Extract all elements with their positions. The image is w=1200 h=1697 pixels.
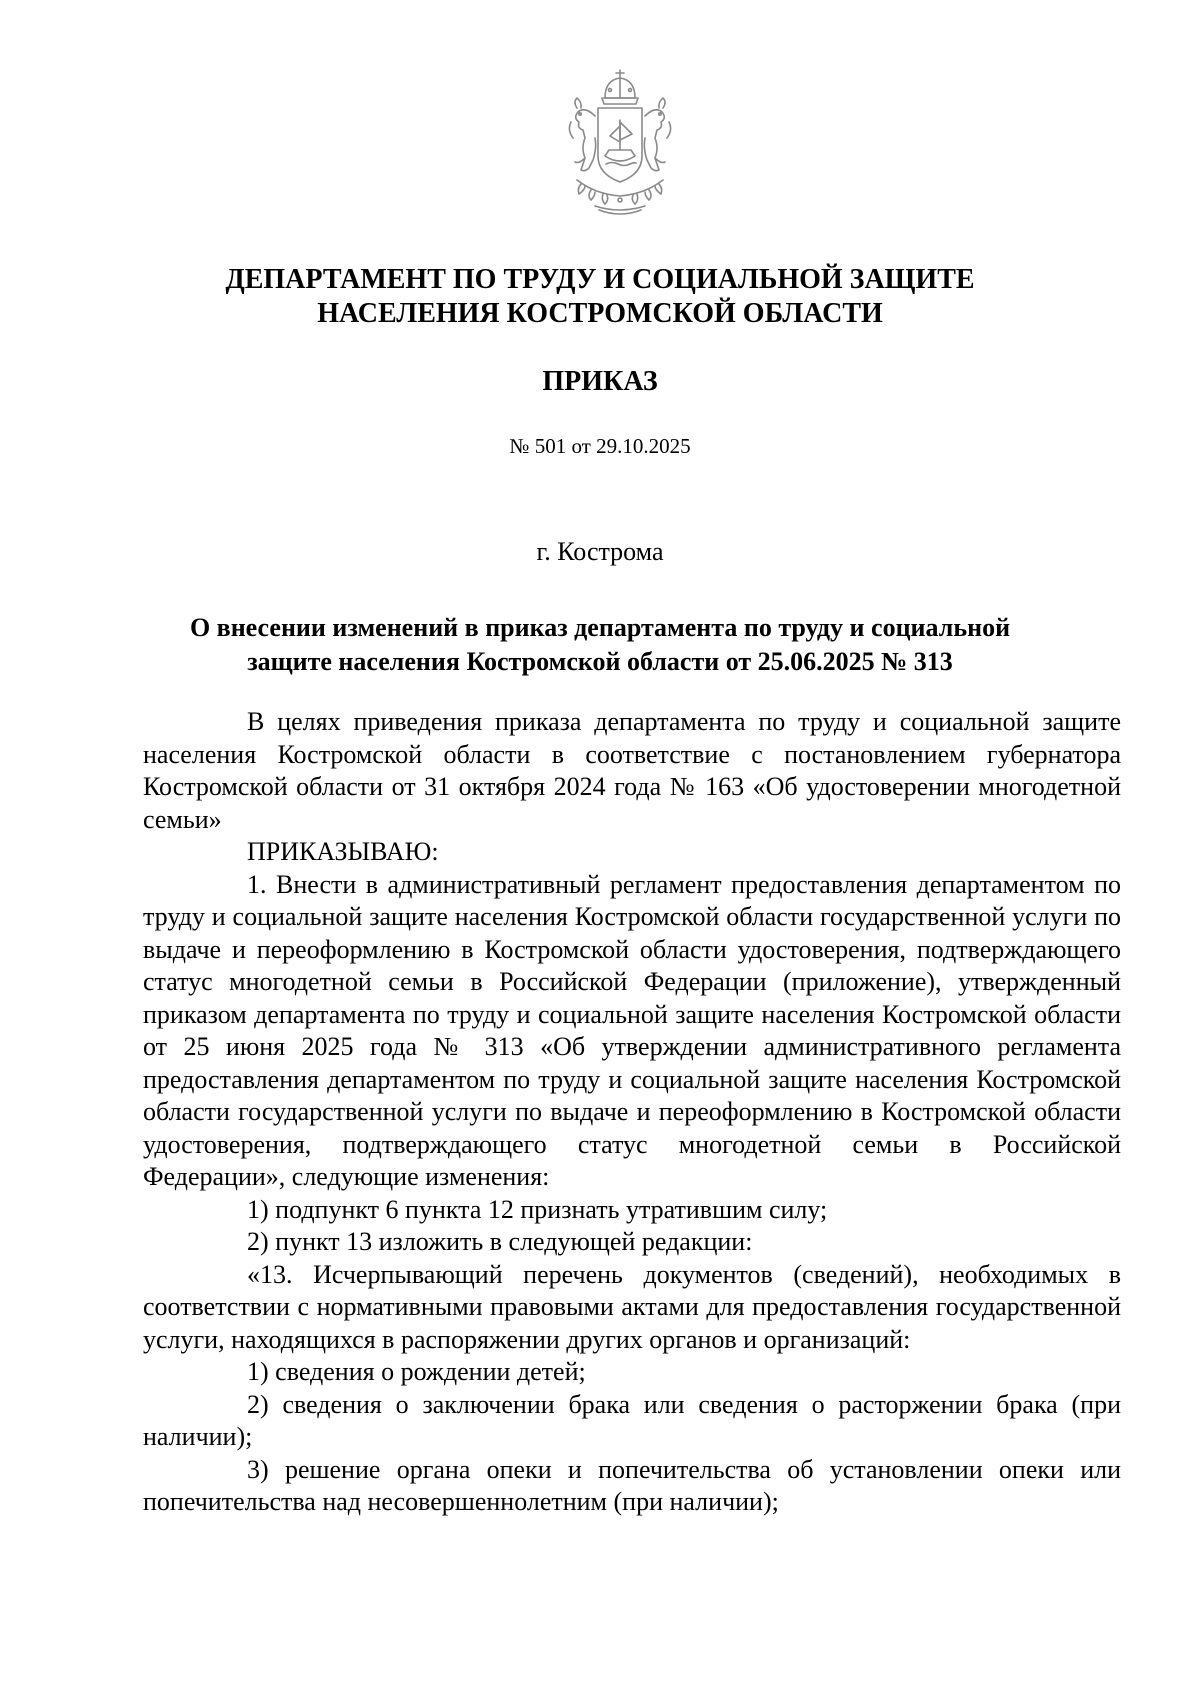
body-paragraph-subitem-1: 1) подпункт 6 пункта 12 признать утратившим силу; (247, 1194, 828, 1224)
body-paragraph-order-word: ПРИКАЗЫВАЮ: (247, 837, 439, 866)
body-paragraph-list-1: 1) сведения о рождении детей; (247, 1357, 586, 1386)
order-body (143, 706, 1121, 1519)
department-name-line2: НАСЕЛЕНИЯ КОСТРОМСКОЙ ОБЛАСТИ (317, 298, 883, 329)
document-type-title: ПРИКАЗ (542, 366, 658, 397)
department-name-line1: ДЕПАРТАМЕНТ ПО ТРУДУ И СОЦИАЛЬНОЙ ЗАЩИТЕ (225, 264, 975, 295)
city-name: г. Кострома (536, 537, 664, 566)
order-subject (0, 611, 1200, 679)
body-paragraph-list-3: 3) решение органа опеки и попечительства об установлении опеки или попечительства над несовершеннолетним (при наличии); (143, 1454, 1121, 1516)
department-name (0, 263, 1200, 331)
body-paragraph-point-13: «13. Исчерпывающий перечень документов (сведений), необходимых в соответствии с нормативными правовыми актами для предоставления государственной услуги, находящихся в распоряжении других органов и организаций: (143, 1259, 1121, 1354)
order-subject-line2: защите населения Костромской области от 25.06.2025 № 313 (247, 647, 953, 676)
body-paragraph-item-1: 1. Внести в административный регламент предоставления департаментом по труду и социальной защите населения Костромской области государственной услуги по выдаче и переоформлению в Костромской области удостоверения, подтверждающего статус многодетной семьи в Российской Федерации (приложение), утвержденный приказом департамента по труду и социальной защите населения Костромской области от 25 июня 2025 года № 313 «Об утверждении административного регламента предоставления департаментом по труду и социальной защите населения Костромской области государственной услуги по выдаче и переоформлению в Костромской области удостоверения, подтверждающего статус многодетной семьи в Российской Федерации», следующие изменения: (143, 869, 1121, 1191)
kostroma-coat-of-arms-icon (555, 68, 685, 218)
order-number-date: № 501 от 29.10.2025 (509, 434, 691, 458)
order-subject-line1: О внесении изменений в приказ департамента по труду и социальной (189, 613, 1011, 642)
body-paragraph-preamble: В целях приведения приказа департамента по труду и социальной защите населения Костромской области в соответствие с постановлением губернатора Костромской области от 31 октября 2024 года № 163 «Об удостоверении многодетной семьи» (143, 707, 1121, 834)
body-paragraph-subitem-2: 2) пункт 13 изложить в следующей редакции: (247, 1227, 753, 1256)
body-paragraph-list-2: 2) сведения о заключении брака или сведения о расторжении брака (при наличии); (143, 1389, 1121, 1451)
